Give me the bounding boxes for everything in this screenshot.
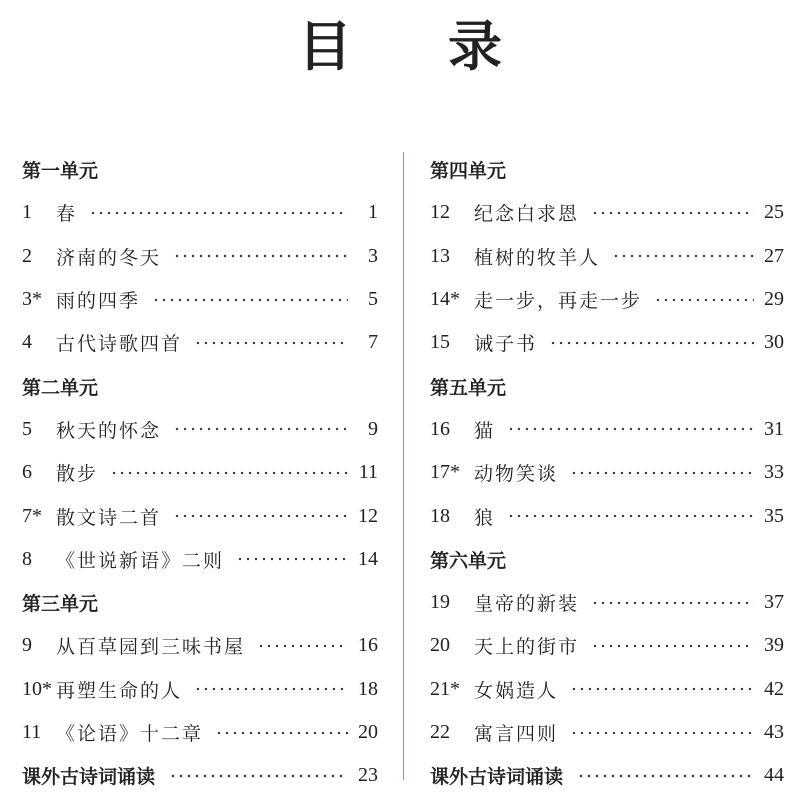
lesson-title: 诫子书: [474, 333, 538, 356]
lesson-number: 1: [22, 201, 32, 224]
lesson-number: 21*: [430, 677, 460, 700]
lesson-number: 17*: [430, 461, 460, 484]
lesson-title: 再塑生命的人: [56, 679, 183, 702]
toc-entry: [430, 278, 784, 321]
dot-leader: [173, 250, 348, 262]
toc-entry: [22, 278, 378, 321]
lesson-title: 散文诗二首: [56, 506, 162, 529]
page-number: 29: [764, 288, 784, 311]
toc-entry: [22, 408, 378, 451]
page-number: 12: [358, 504, 378, 527]
toc-entry: [430, 581, 784, 624]
lesson-title: 济南的冬天: [56, 246, 162, 269]
toc-entry: [430, 451, 784, 494]
dot-leader: [194, 337, 348, 349]
dot-leader: [591, 207, 754, 219]
page-number: 44: [764, 764, 784, 787]
dot-leader: [570, 727, 754, 739]
dot-leader: [215, 727, 348, 739]
lesson-title: 《世说新语》二则: [56, 549, 225, 572]
page-number: 20: [358, 721, 378, 743]
toc-entry: [22, 321, 378, 364]
toc-entry: [22, 538, 378, 581]
dot-leader: [591, 640, 754, 652]
lesson-number: 19: [430, 591, 450, 614]
unit-heading: [22, 148, 378, 191]
page-number: 30: [764, 331, 784, 354]
lesson-number: 3*: [22, 288, 42, 311]
lesson-number: 16: [430, 417, 450, 440]
lesson-title: 从百草园到三味书屋: [56, 636, 246, 659]
lesson-title: 植树的牧羊人: [474, 246, 601, 269]
page-number: 27: [764, 244, 784, 267]
toc-entry: [22, 711, 378, 754]
page-number: 42: [764, 677, 784, 700]
page-number: 31: [764, 417, 784, 440]
lesson-title: 《论语》十二章: [56, 723, 204, 745]
lesson-number: 18: [430, 504, 450, 527]
dot-leader: [194, 683, 348, 695]
lesson-number: 14*: [430, 288, 460, 311]
unit-heading: [430, 538, 784, 581]
unit-title: 第五单元: [430, 376, 507, 399]
lesson-title: 雨的四季: [56, 290, 141, 313]
unit-title: 第六单元: [430, 549, 507, 572]
dot-leader: [577, 770, 754, 782]
lesson-number: 13: [430, 244, 450, 267]
unit-heading: [430, 364, 784, 407]
lesson-title: 秋天的怀念: [56, 419, 162, 442]
lesson-title: 女娲造人: [474, 679, 559, 702]
dot-leader: [173, 423, 348, 435]
lesson-number: 10*: [22, 677, 52, 700]
page-number: 37: [764, 591, 784, 614]
page-number: 33: [764, 461, 784, 484]
toc-entry: [22, 624, 378, 667]
page-number: 7: [368, 331, 378, 354]
toc-entry: [22, 191, 378, 234]
lesson-title: 皇帝的新装: [474, 593, 580, 616]
lesson-title: 春: [56, 203, 78, 226]
title-char-2: 录: [448, 14, 502, 78]
toc-entry: [430, 408, 784, 451]
page-number: 35: [764, 504, 784, 527]
page-number: 11: [358, 461, 378, 484]
column-divider: [403, 152, 404, 780]
toc-entry: [430, 624, 784, 667]
lesson-number: 6: [22, 461, 32, 484]
unit-heading: [22, 364, 378, 407]
dot-leader: [507, 423, 754, 435]
unit-title: 第一单元: [22, 160, 99, 183]
lesson-number: 20: [430, 634, 450, 657]
page-number: 23: [358, 764, 378, 787]
toc-entry: [430, 191, 784, 234]
unit-heading: [430, 754, 784, 797]
lesson-number: 4: [22, 331, 32, 354]
page-number: 9: [368, 417, 378, 440]
dot-leader: [654, 294, 754, 306]
lesson-number: 7*: [22, 504, 42, 527]
lesson-title: 猫: [474, 419, 496, 442]
page-title: [0, 14, 800, 78]
page-number: 39: [764, 634, 784, 657]
toc-entry: [430, 321, 784, 364]
dot-leader: [612, 250, 754, 262]
lesson-title: 走一步，再走一步: [474, 290, 643, 313]
dot-leader: [507, 510, 754, 522]
page-number: 16: [358, 634, 378, 657]
title-char-1: 目: [298, 14, 352, 78]
unit-title: 第三单元: [22, 593, 99, 616]
dot-leader: [591, 597, 754, 609]
lesson-number: 15: [430, 331, 450, 354]
dot-leader: [110, 467, 348, 479]
dot-leader: [89, 207, 348, 219]
unit-title: 第四单元: [430, 160, 507, 183]
lesson-number: 2: [22, 244, 32, 267]
toc-entry: [430, 235, 784, 278]
toc-entry: [430, 494, 784, 537]
lesson-title: 古代诗歌四首: [56, 333, 183, 356]
toc-entry: [430, 711, 784, 754]
toc-entry: [22, 494, 378, 537]
lesson-number: 11: [22, 721, 42, 743]
toc-entry: [22, 235, 378, 278]
dot-leader: [173, 510, 348, 522]
lesson-number: 12: [430, 201, 450, 224]
page-number: 18: [358, 677, 378, 700]
lesson-number: 8: [22, 547, 32, 570]
dot-leader: [549, 337, 754, 349]
page-number: 43: [764, 721, 784, 743]
toc-entry: [22, 668, 378, 711]
page-number: 14: [358, 547, 378, 570]
dot-leader: [257, 640, 348, 652]
lesson-title: 天上的街市: [474, 636, 580, 659]
unit-title: 第二单元: [22, 376, 99, 399]
page-number: 1: [368, 201, 378, 224]
page-number: 25: [764, 201, 784, 224]
dot-leader: [570, 683, 754, 695]
lesson-number: 5: [22, 417, 32, 440]
unit-title: 课外古诗词诵读: [430, 766, 564, 789]
lesson-title: 动物笑谈: [474, 463, 559, 486]
dot-leader: [169, 770, 348, 782]
dot-leader: [152, 294, 348, 306]
page-number: 3: [368, 244, 378, 267]
dot-leader: [570, 467, 754, 479]
unit-title: 课外古诗词诵读: [22, 766, 156, 789]
page-number: 5: [368, 288, 378, 311]
unit-heading: [22, 754, 378, 797]
toc-right-column: [430, 148, 784, 797]
lesson-title: 散步: [56, 463, 99, 486]
toc-entry: [430, 668, 784, 711]
lesson-title: 纪念白求恩: [474, 203, 580, 226]
unit-heading: [430, 148, 784, 191]
toc-entry: [22, 451, 378, 494]
unit-heading: [22, 581, 378, 624]
lesson-number: 22: [430, 721, 450, 743]
toc-left-column: [22, 148, 378, 797]
lesson-number: 9: [22, 634, 32, 657]
lesson-title: 寓言四则: [474, 723, 559, 745]
lesson-title: 狼: [474, 506, 496, 529]
dot-leader: [236, 553, 348, 565]
